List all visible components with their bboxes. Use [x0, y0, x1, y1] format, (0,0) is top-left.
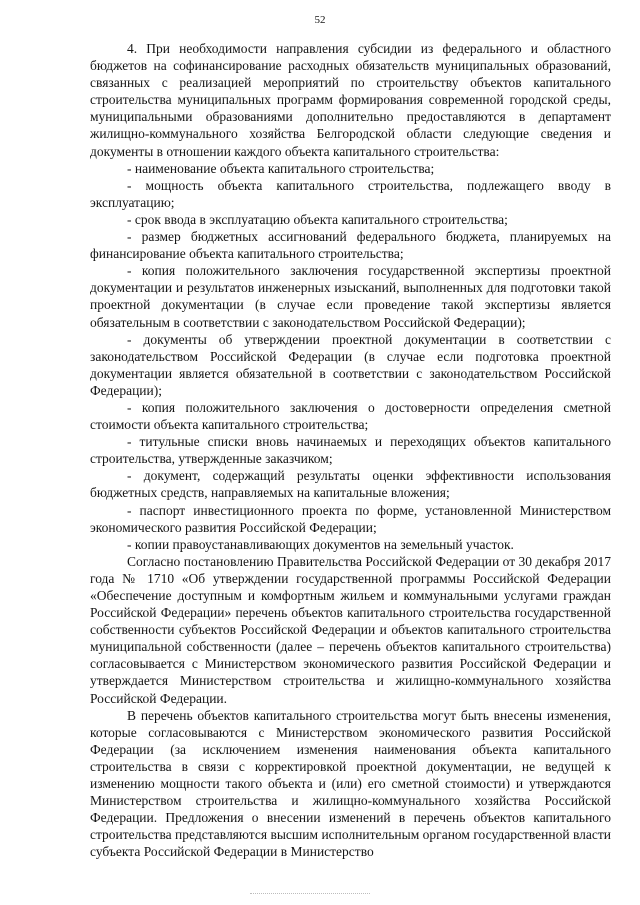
scan-artifact	[250, 893, 370, 899]
list-item-state-expertise: - копия положительного заключения государственной экспертизы проектной документации и результатов инженерных изысканий, выполненных для подготовки такой проектной документации (в случае если проведение такой экспертизы является обязательным в соответствии с законодательством Российской Федерации);	[90, 263, 611, 330]
list-item-title-lists: - титульные списки вновь начинаемых и переходящих объектов капитального строительства, утвержденные заказчиком;	[90, 434, 611, 467]
page-number: 52	[314, 14, 326, 26]
document-body	[90, 40, 611, 861]
list-item-land-documents: - копии правоустанавливающих документов на земельный участок.	[127, 536, 514, 552]
list-item-budget-allocations: - размер бюджетных ассигнований федерального бюджета, планируемых на финансирование объекта капитального строительства;	[90, 229, 611, 262]
paragraph-item-4: 4. При необходимости направления субсидии из федерального и областного бюджетов на софинансирование расходных обязательств муниципальных образований, связанных с реализацией мероприятий по строительству объектов капитального строительства муниципальных программ формирования современной городской среды, муниципальными образованиями дополнительно предоставляются в департамент жилищно-коммунального хозяйства Белгородской области следующие сведения и документы в отношении каждого объекта капитального строительства:	[90, 41, 611, 159]
paragraph-government-decree: Согласно постановлению Правительства Российской Федерации от 30 декабря 2017 года № 1710 «Об утверждении государственной программы Российской Федерации «Обеспечение доступным и комфортным жильем и коммунальными услугами граждан Российской Федерации» перечень объектов капитального строительства государственной собственности субъектов Российской Федерации и объектов капитального строительства муниципальной собственности (далее – перечень объектов капитального строительства) согласовывается с Министерством экономического развития Российской Федерации и утверждается Министерством строительства и жилищно-коммунального хозяйства Российской Федерации.	[90, 553, 611, 706]
list-item-capacity: - мощность объекта капитального строительства, подлежащего вводу в эксплуатацию;	[90, 177, 611, 210]
list-item-project-approval: - документы об утверждении проектной документации в соответствии с законодательством Российской Федерации (в случае если подготовка проектной документации является обязательной в соответствии с законодательством Российской Федерации);	[90, 331, 611, 398]
list-item-commissioning-date: - срок ввода в эксплуатацию объекта капитального строительства;	[127, 211, 508, 227]
list-item-efficiency-assessment: - документ, содержащий результаты оценки эффективности использования бюджетных средств, направляемых на капитальные вложения;	[90, 468, 611, 501]
list-item-name: - наименование объекта капитального строительства;	[127, 160, 435, 176]
list-item-investment-passport: - паспорт инвестиционного проекта по форме, установленной Министерством экономического развития Российской Федерации;	[90, 502, 611, 535]
paragraph-list-changes: В перечень объектов капитального строительства могут быть внесены изменения, которые согласовываются с Министерством экономического развития Российской Федерации (за исключением изменения наименования объекта капитального строительства в связи с корректировкой проектной документации, не ведущей к изменению мощности такого объекта и (или) его сметной стоимости) и утверждаются Министерством строительства и жилищно-коммунального хозяйства Российской Федерации. Предложения о внесении изменений в перечень объектов капитального строительства представляются высшим исполнительным органом государственной власти субъекта Российской Федерации в Министерство	[90, 707, 611, 860]
list-item-estimate-reliability: - копия положительного заключения о достоверности определения сметной стоимости объекта капитального строительства;	[90, 399, 611, 433]
